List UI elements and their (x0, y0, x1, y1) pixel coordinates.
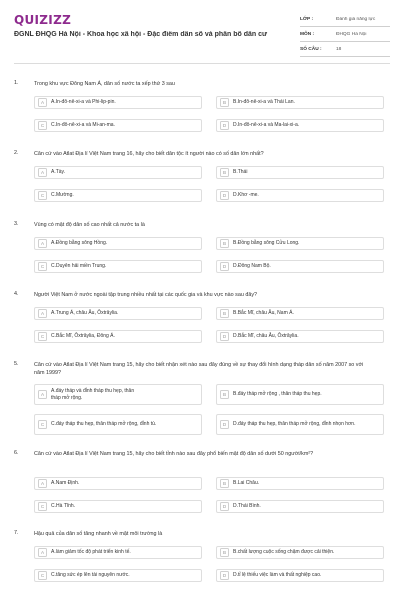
quizizz-logo: QUIZIZZ (14, 13, 72, 27)
option-a[interactable] (34, 237, 202, 250)
meta-value: ĐHQG Hà Nội (336, 31, 367, 37)
option-text: C.Hà Tĩnh. (51, 503, 76, 510)
meta-value: Đánh giá năng lực (336, 16, 376, 22)
question-text: Căn cứ vào Atlat Địa lí Việt Nam trang 16, hãy cho biết dân tộc ít người nào có số dân lớn nhất? (34, 151, 264, 157)
option-text: D.Thái Bình. (233, 503, 261, 510)
option-letter: A (38, 309, 47, 318)
meta-label: MÔN : (300, 31, 315, 37)
option-a[interactable] (34, 384, 202, 405)
option-d[interactable] (216, 189, 384, 202)
option-text: C.Mường. (51, 192, 74, 199)
option-b[interactable] (216, 477, 384, 490)
question-text: Người Việt Nam ở nước ngoài tập trung nhiều nhất tại các quốc gia và khu vực nào sau đây? (34, 292, 258, 298)
option-b[interactable] (216, 307, 384, 320)
option-letter: D (220, 121, 229, 130)
option-text: D.Bắc Mĩ, châu Âu, Ôxtrâylia. (233, 333, 299, 340)
question-number: 4. (14, 291, 19, 297)
worksheet-header (0, 0, 400, 70)
option-text: B.đáy tháp mở rộng , thân tháp thu hẹp. (233, 391, 322, 398)
option-d[interactable] (216, 330, 384, 343)
option-text: B.chất lượng cuộc sống chậm được cải thiện. (233, 549, 335, 556)
option-letter: C (38, 191, 47, 200)
option-letter: C (38, 121, 47, 130)
option-letter: D (220, 262, 229, 271)
option-letter: D (220, 420, 229, 429)
option-letter: B (220, 168, 229, 177)
question-text: Trong khu vực Đông Nam Á, dân số nước ta xếp thứ 3 sau (34, 81, 175, 87)
option-b[interactable] (216, 237, 384, 250)
option-c[interactable] (34, 189, 202, 202)
option-c[interactable] (34, 119, 202, 132)
option-letter: C (38, 571, 47, 580)
option-text: B.Bắc Mĩ, châu Âu, Nam Á. (233, 310, 294, 317)
option-letter: D (220, 571, 229, 580)
option-d[interactable] (216, 119, 384, 132)
option-letter: D (220, 191, 229, 200)
option-letter: B (220, 548, 229, 557)
header-divider (14, 63, 390, 64)
question-text: Hậu quả của dân số tăng nhanh về mặt môi trường là (34, 531, 163, 537)
option-text: B.Đồng bằng sông Cửu Long. (233, 240, 300, 247)
option-c[interactable] (34, 330, 202, 343)
option-letter: C (38, 262, 47, 271)
option-text: C.Duyên hải miền Trung. (51, 263, 107, 270)
option-d[interactable] (216, 414, 384, 435)
option-letter: A (38, 168, 47, 177)
option-letter: A (38, 479, 47, 488)
option-b[interactable] (216, 384, 384, 405)
option-a[interactable] (34, 546, 202, 559)
option-text: D.tỉ lệ thiếu việc làm và thất nghiệp cao. (233, 572, 322, 579)
option-d[interactable] (216, 500, 384, 513)
option-text: C.In-đô-nê-xi-a và Mi-an-ma. (51, 122, 115, 129)
option-letter: A (38, 98, 47, 107)
option-a[interactable] (34, 477, 202, 490)
worksheet-meta (300, 12, 390, 57)
option-letter: A (38, 239, 47, 248)
option-text: C.Bắc Mĩ, Ôxtrâylia, Đông Á. (51, 333, 115, 340)
option-letter: B (220, 239, 229, 248)
option-letter: D (220, 332, 229, 341)
meta-label: LỚP : (300, 16, 314, 22)
option-c[interactable] (34, 500, 202, 513)
option-text: A.Nam Định. (51, 480, 80, 487)
option-letter: B (220, 479, 229, 488)
option-text: C.đáy tháp thu hẹp, thân tháp mở rộng, đỉnh tù. (51, 421, 157, 428)
option-text: B.Lai Châu. (233, 480, 260, 487)
option-b[interactable] (216, 546, 384, 559)
option-letter: C (38, 332, 47, 341)
option-letter: C (38, 502, 47, 511)
option-b[interactable] (216, 166, 384, 179)
question-number: 7. (14, 530, 19, 536)
option-text: A.Tày. (51, 169, 66, 176)
option-b[interactable] (216, 96, 384, 109)
option-text: A.Trung Á, châu Âu, Ôxtrâylia. (51, 310, 119, 317)
option-a[interactable] (34, 307, 202, 320)
option-text: A.Đồng bằng sông Hồng. (51, 240, 108, 247)
option-text: D.đáy tháp thu hẹp, thân tháp mở rộng, đỉnh nhọn hơn. (233, 421, 356, 428)
option-letter: C (38, 420, 47, 429)
option-text: A.đáy tháp và đỉnh tháp thu hẹp, thân tháp mở rộng. (51, 388, 135, 401)
option-a[interactable] (34, 166, 202, 179)
option-letter: D (220, 502, 229, 511)
worksheet-title: ĐGNL ĐHQG Hà Nội - Khoa học xã hội - Đặc điểm dân số và phân bố dân cư (14, 31, 268, 38)
option-text: A.In-đô-nê-xi-a và Phi-lip-pin. (51, 99, 116, 106)
option-letter: A (38, 390, 47, 399)
option-text: A.làm giảm tốc độ phát triển kinh tế. (51, 549, 131, 556)
question-text: Vùng có mật độ dân số cao nhất cả nước ta là (34, 222, 145, 228)
option-text: D.In-đô-nê-xi-a và Ma-lai-xi-a. (233, 122, 300, 129)
meta-value: 18 (336, 46, 342, 52)
question-number: 6. (14, 450, 19, 456)
option-letter: B (220, 98, 229, 107)
option-letter: A (38, 548, 47, 557)
meta-row-class (300, 12, 390, 27)
option-text: C.tăng sức ép lên tài nguyên nước. (51, 572, 130, 579)
question-text: Căn cứ vào Atlat Địa lí Việt Nam trang 15, hãy cho biết nhận xét nào sau đây đúng về sự thay đổi hình dạng tháp dân số năm 2007 so với năm 1999? (34, 362, 364, 376)
option-text: D.Khơ -me. (233, 192, 259, 199)
option-text: B.Thái (233, 169, 248, 176)
option-c[interactable] (34, 260, 202, 273)
option-c[interactable] (34, 414, 202, 435)
meta-label: SỐ CÂU : (300, 46, 322, 52)
question-text: Căn cứ vào Atlat Địa lí Việt Nam trang 15, hãy cho biết tỉnh nào sau đây phổ biến mật độ dân số dưới 50 người/km²? (34, 451, 314, 457)
question-number: 3. (14, 221, 19, 227)
meta-row-subject (300, 27, 390, 42)
option-d[interactable] (216, 569, 384, 582)
question-number: 5. (14, 361, 19, 367)
option-text: B.In-đô-nê-xi-a và Thái Lan. (233, 99, 295, 106)
option-letter: B (220, 390, 229, 399)
option-letter: B (220, 309, 229, 318)
question-number: 2. (14, 150, 19, 156)
option-text: D.Đông Nam Bộ. (233, 263, 271, 270)
meta-row-question-count (300, 42, 390, 57)
option-c[interactable] (34, 569, 202, 582)
option-a[interactable] (34, 96, 202, 109)
question-number: 1. (14, 80, 19, 86)
option-d[interactable] (216, 260, 384, 273)
